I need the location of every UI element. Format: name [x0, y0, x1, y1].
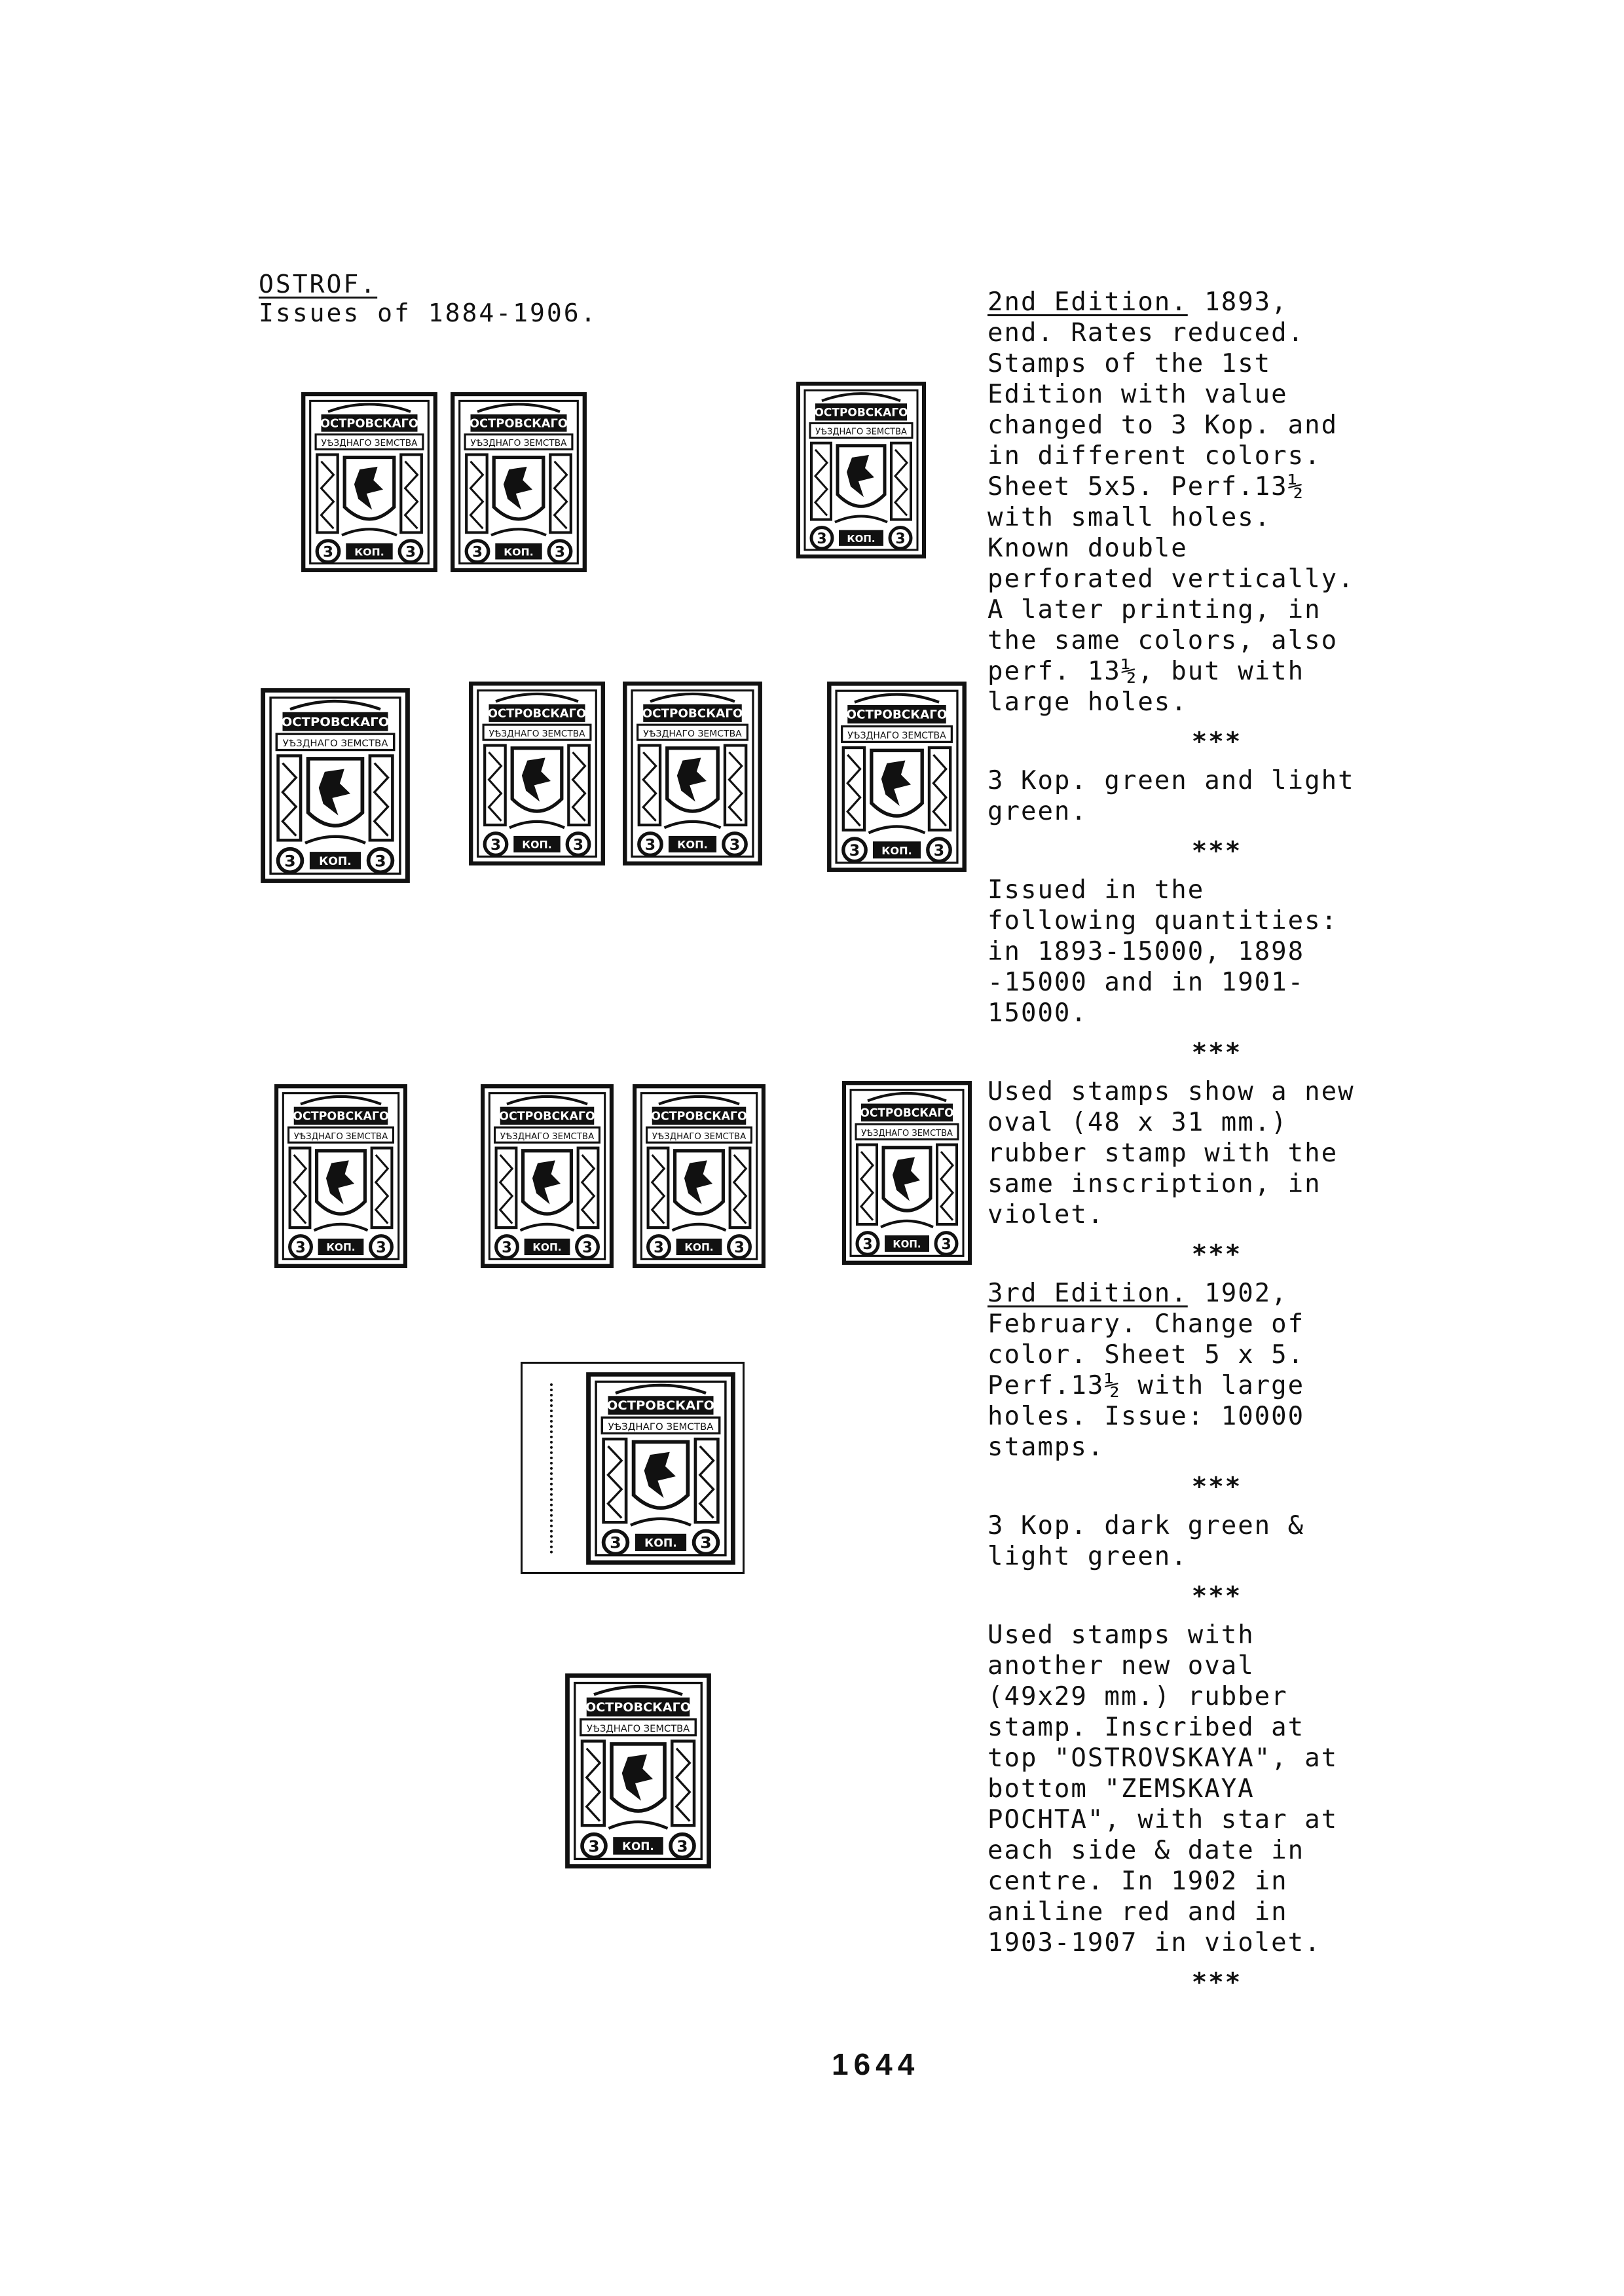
- svg-text:3: 3: [933, 841, 945, 860]
- svg-text:3: 3: [502, 1239, 512, 1256]
- svg-text:КОП.: КОП.: [532, 1241, 562, 1254]
- stamp-row4: [585, 1372, 736, 1565]
- svg-text:КОП.: КОП.: [354, 546, 384, 558]
- edition3-paragraph: [987, 1278, 1367, 1463]
- stamp-row3-b: [480, 1084, 614, 1269]
- svg-text:3: 3: [729, 835, 741, 854]
- svg-text:ОСТРОВСКАГО: ОСТРОВСКАГО: [469, 417, 568, 431]
- svg-text:КОП.: КОП.: [893, 1238, 921, 1250]
- oval-cancel-note-2: Used stamps with another new oval (49x29 mm.) rubber stamp. Inscribed at top "OSTROVSKAYA", at bottom "ZEMSKAYA POCHTA", with star at each side & date in centre. In 1902 in aniline red and in 1903-1907 in violet.: [987, 1620, 1355, 1958]
- svg-text:УѢЗДНАГО ЗЕМСТВА: УѢЗДНАГО ЗЕМСТВА: [643, 729, 742, 739]
- svg-text:3: 3: [322, 543, 334, 561]
- stamp-image: [480, 1084, 614, 1269]
- svg-text:ОСТРОВСКАГО: ОСТРОВСКАГО: [651, 1110, 747, 1123]
- edition2-colors: 3 Kop. green and light green.: [987, 766, 1372, 826]
- edition2-paragraph: [987, 287, 1372, 718]
- svg-text:ОСТРОВСКАГО: ОСТРОВСКАГО: [487, 706, 587, 721]
- svg-text:3: 3: [817, 530, 827, 547]
- svg-text:3: 3: [490, 836, 502, 854]
- svg-text:3: 3: [471, 543, 483, 561]
- svg-text:3: 3: [405, 543, 416, 561]
- stamp-image: [826, 681, 967, 873]
- stamp-image: [632, 1084, 766, 1269]
- svg-text:3: 3: [654, 1239, 664, 1256]
- page-heading: [259, 270, 598, 327]
- svg-text:УѢЗДНАГО ЗЕМСТВА: УѢЗДНАГО ЗЕМСТВА: [500, 1131, 595, 1142]
- stamp-row2-d: [826, 681, 967, 873]
- description-column: [987, 287, 1372, 2006]
- page-number: 1644: [832, 2047, 920, 2081]
- edition2-heading: 2nd Edition.: [987, 287, 1188, 317]
- svg-text:3: 3: [644, 835, 656, 854]
- stamp-image: [622, 681, 763, 866]
- svg-text:3: 3: [676, 1836, 688, 1856]
- svg-text:3: 3: [849, 841, 860, 860]
- edition3-text: 1902, February. Change of color. Sheet 5 x 5. Perf.13½ with large holes. Issue: 10000 stamps.: [987, 1279, 1321, 1462]
- stamp-image: [796, 381, 927, 559]
- svg-text:УѢЗДНАГО ЗЕМСТВА: УѢЗДНАГО ЗЕМСТВА: [470, 438, 567, 449]
- stamp-image: [841, 1080, 972, 1266]
- stamp-row5: [564, 1673, 712, 1869]
- separator-stars: ***: [1191, 1968, 1242, 1997]
- svg-text:КОП.: КОП.: [522, 838, 552, 851]
- svg-text:КОП.: КОП.: [847, 532, 876, 545]
- svg-text:ОСТРОВСКАГО: ОСТРОВСКАГО: [814, 406, 908, 420]
- stamp-image: [564, 1673, 712, 1869]
- svg-text:3: 3: [554, 543, 566, 561]
- svg-text:КОП.: КОП.: [326, 1241, 356, 1254]
- stamp-row2-c: [622, 681, 763, 866]
- svg-text:УѢЗДНАГО ЗЕМСТВА: УѢЗДНАГО ЗЕМСТВА: [293, 1131, 388, 1142]
- svg-text:УѢЗДНАГО ЗЕМСТВА: УѢЗДНАГО ЗЕМСТВА: [652, 1131, 747, 1142]
- svg-text:3: 3: [376, 1239, 386, 1256]
- stamp-row1-a: [301, 392, 438, 573]
- svg-text:КОП.: КОП.: [881, 844, 912, 857]
- svg-text:ОСТРОВСКАГО: ОСТРОВСКАГО: [293, 1110, 389, 1123]
- edition3-heading: 3rd Edition.: [987, 1279, 1188, 1308]
- svg-text:ОСТРОВСКАГО: ОСТРОВСКАГО: [320, 417, 419, 431]
- separator-stars: ***: [1191, 837, 1242, 866]
- svg-text:КОП.: КОП.: [677, 838, 708, 851]
- edition3-colors: 3 Kop. dark green & light green.: [987, 1511, 1321, 1571]
- separator-stars: ***: [1191, 1240, 1242, 1269]
- edition2-text: 1893, end. Rates reduced. Stamps of the 1st Edition with value changed to 3 Kop. and in different colors. Sheet 5x5. Perf.13½ with small holes. Known double perforated vertically. A later printing, in the same colors, also perf. 13½, but with large holes.: [987, 287, 1372, 717]
- page-subtitle: Issues of 1884-1906.: [259, 299, 598, 327]
- stamp-row2-b: [468, 681, 606, 866]
- separator-stars: ***: [1191, 1582, 1242, 1611]
- separator-stars: ***: [1191, 727, 1242, 757]
- svg-text:3: 3: [375, 851, 386, 871]
- edition2-quantities: Issued in the following quantities: in 1893-15000, 1898 -15000 and in 1901-15000.: [987, 875, 1355, 1028]
- stamp-image: [450, 392, 587, 573]
- stamp-row1-c: [796, 381, 927, 559]
- svg-text:УѢЗДНАГО ЗЕМСТВА: УѢЗДНАГО ЗЕМСТВА: [489, 728, 585, 739]
- page-title: OSTROF.: [259, 270, 378, 299]
- svg-text:ОСТРОВСКАГО: ОСТРОВСКАГО: [281, 714, 390, 729]
- svg-text:ОСТРОВСКАГО: ОСТРОВСКАГО: [606, 1398, 715, 1413]
- svg-text:ОСТРОВСКАГО: ОСТРОВСКАГО: [499, 1110, 595, 1123]
- svg-text:3: 3: [895, 530, 906, 547]
- separator-stars: ***: [1191, 1038, 1242, 1068]
- stamp-row1-b: [450, 392, 587, 573]
- stamp-with-margin: [521, 1362, 745, 1574]
- svg-text:3: 3: [862, 1235, 873, 1253]
- svg-text:ОСТРОВСКАГО: ОСТРОВСКАГО: [585, 1700, 692, 1715]
- svg-text:3: 3: [284, 851, 296, 871]
- svg-text:3: 3: [610, 1533, 621, 1552]
- svg-text:ОСТРОВСКАГО: ОСТРОВСКАГО: [642, 706, 743, 721]
- stamp-image: [301, 392, 438, 573]
- stamp-image: [274, 1084, 408, 1269]
- stamp-image: [468, 681, 606, 866]
- svg-text:3: 3: [588, 1836, 600, 1856]
- svg-text:3: 3: [295, 1239, 306, 1256]
- svg-text:КОП.: КОП.: [644, 1536, 677, 1550]
- stamp-row2-a: [260, 687, 411, 884]
- stamp-image: [260, 687, 411, 884]
- svg-text:УѢЗДНАГО ЗЕМСТВА: УѢЗДНАГО ЗЕМСТВА: [282, 738, 388, 749]
- svg-text:КОП.: КОП.: [684, 1241, 714, 1254]
- svg-text:3: 3: [572, 836, 584, 854]
- svg-text:КОП.: КОП.: [319, 854, 352, 868]
- svg-text:УѢЗДНАГО ЗЕМСТВА: УѢЗДНАГО ЗЕМСТВА: [586, 1724, 690, 1734]
- svg-text:УѢЗДНАГО ЗЕМСТВА: УѢЗДНАГО ЗЕМСТВА: [608, 1421, 714, 1432]
- svg-text:3: 3: [582, 1239, 593, 1256]
- svg-text:КОП.: КОП.: [622, 1840, 654, 1853]
- svg-text:ОСТРОВСКАГО: ОСТРОВСКАГО: [846, 708, 948, 722]
- svg-text:УѢЗДНАГО ЗЕМСТВА: УѢЗДНАГО ЗЕМСТВА: [321, 438, 418, 449]
- stamp-row3-a: [274, 1084, 408, 1269]
- svg-text:УѢЗДНАГО ЗЕМСТВА: УѢЗДНАГО ЗЕМСТВА: [847, 730, 946, 741]
- svg-text:3: 3: [941, 1235, 951, 1253]
- perforation-strip: [537, 1383, 553, 1554]
- stamp-row3-d: [841, 1080, 972, 1266]
- svg-text:3: 3: [700, 1533, 712, 1552]
- svg-text:УѢЗДНАГО ЗЕМСТВА: УѢЗДНАГО ЗЕМСТВА: [815, 427, 907, 437]
- oval-cancel-note-1: Used stamps show a new oval (48 x 31 mm.) rubber stamp with the same inscription, in violet.: [987, 1077, 1372, 1230]
- separator-stars: ***: [1191, 1472, 1242, 1502]
- svg-text:УѢЗДНАГО ЗЕМСТВА: УѢЗДНАГО ЗЕМСТВА: [861, 1128, 953, 1139]
- svg-text:ОСТРОВСКАГО: ОСТРОВСКАГО: [860, 1106, 954, 1120]
- svg-text:3: 3: [734, 1239, 745, 1256]
- stamp-row3-c: [632, 1084, 766, 1269]
- svg-text:КОП.: КОП.: [504, 546, 534, 558]
- stamp-image: [585, 1372, 736, 1565]
